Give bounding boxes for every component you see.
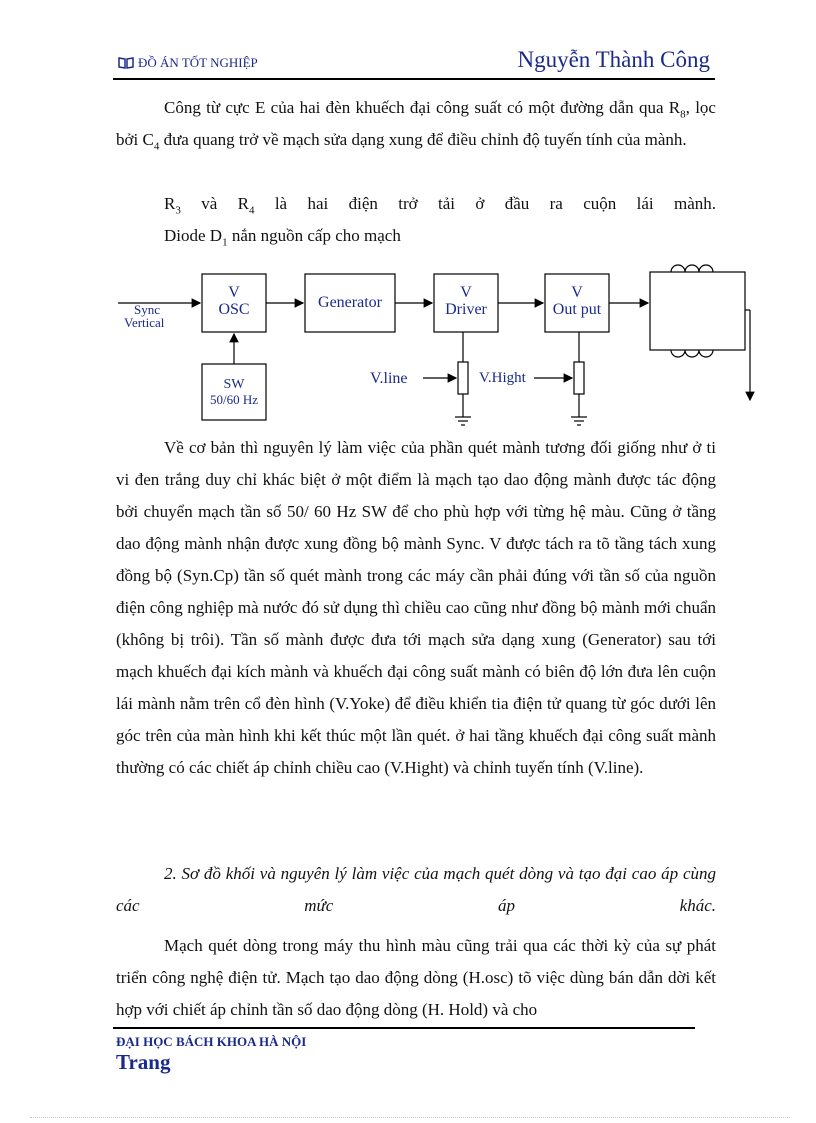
footer-page-label: Trang: [116, 1050, 171, 1074]
osc-label-1: V: [228, 284, 240, 301]
paragraph-3: Diode $D_1$ nắn nguồn cấp cho mạch: [164, 226, 401, 249]
header-title: ĐỒ ÁN TỐT NGHIỆP: [138, 55, 258, 70]
vhight-label: V.Hight: [479, 370, 526, 386]
footer-university: ĐẠI HỌC BÁCH KHOA HÀ NỘI: [116, 1034, 307, 1049]
paragraph-5: Mạch quét dòng trong máy thu hình màu cũng trải qua các thời kỳ của sự phát triển công nghệ điện tử. Mạch tạo dao động dòng (H.osc) tõ việc dùng bán dẫn dời kết hợp với chiết áp chỉnh tần số dao động dòng (H. Hold) và cho: [116, 936, 716, 1019]
page-edge-dots: [30, 1117, 790, 1118]
footer-rule: [113, 1027, 695, 1029]
header-rule: [113, 78, 715, 80]
vline-label: V.line: [370, 370, 408, 387]
paragraph-2: $R_3$ và $R_4$ là hai điện trở tải ở đầu ra cuộn lái mành.: [164, 194, 716, 217]
book-icon: [118, 57, 134, 69]
block-diagram: [118, 262, 768, 432]
driver-label-2: Driver: [445, 301, 487, 318]
sync-label-2: Vertical: [124, 315, 165, 330]
paragraph-4: Về cơ bản thì nguyên lý làm việc của phần quét mành tương đối giống như ở ti vi đen trắng duy chỉ khác biệt ở một điểm là mạch tạo dao động mành được tác động bởi chuyển mạch tần số 50/ 60 Hz SW để cho phù hợp với từng hệ màu. Cũng ở tầng dao động mành nhận được xung đồng bộ mành Sync. V được tách ra tõ tầng tách xung đồng bộ (Syn.Cp) tần số quét mành trong các máy cần phải đúng với tần số của nguồn điện công nghiệp mà nước đó sử dụng thì chiều cao cũng như đồng bộ mành mới chuẩn (không bị trôi). Tần số mành được đưa tới mạch sửa dạng xung (Generator) sau tới mạch khuếch đại kích mành và khuếch đại công suất mành có biên độ lớn đưa lên cuộn lái mành nằm trên cổ đèn hình (V.Yoke) để điều khiển tia điện tử quang từ góc dưới lên góc trên của màn hình khi kết thúc một lần quét. ở hai tầng khuếch đại công suất mành thường có các chiết áp chỉnh chiều cao (V.Hight) và chỉnh tuyến tính (V.line).: [116, 438, 716, 777]
driver-label-1: V: [460, 284, 472, 301]
output-label-1: V: [571, 284, 583, 301]
author-name: Nguyễn Thành Công: [517, 47, 710, 72]
output-label-2: Out put: [552, 301, 602, 318]
generator-label: Generator: [318, 294, 382, 311]
sw-label-2: 50/60 Hz: [209, 392, 259, 407]
paragraph-1: Công từ cực E của hai đèn khuếch đại công suất có một đường dẫn qua $R_8$, lọc bởi $C_4$ đưa quang trở về mạch sửa dạng xung để điều chỉnh độ tuyến tính của mành.: [116, 98, 716, 153]
header-left: [118, 55, 258, 71]
osc-label-2: OSC: [218, 301, 250, 318]
sw-label-1: SW: [223, 377, 245, 392]
yoke-block: [650, 272, 745, 350]
sync-label-1: Sync: [134, 302, 160, 317]
section-heading: 2. Sơ đồ khối và nguyên lý làm việc của mạch quét dòng và tạo đại cao áp cùng các mức áp khác.: [116, 864, 716, 915]
